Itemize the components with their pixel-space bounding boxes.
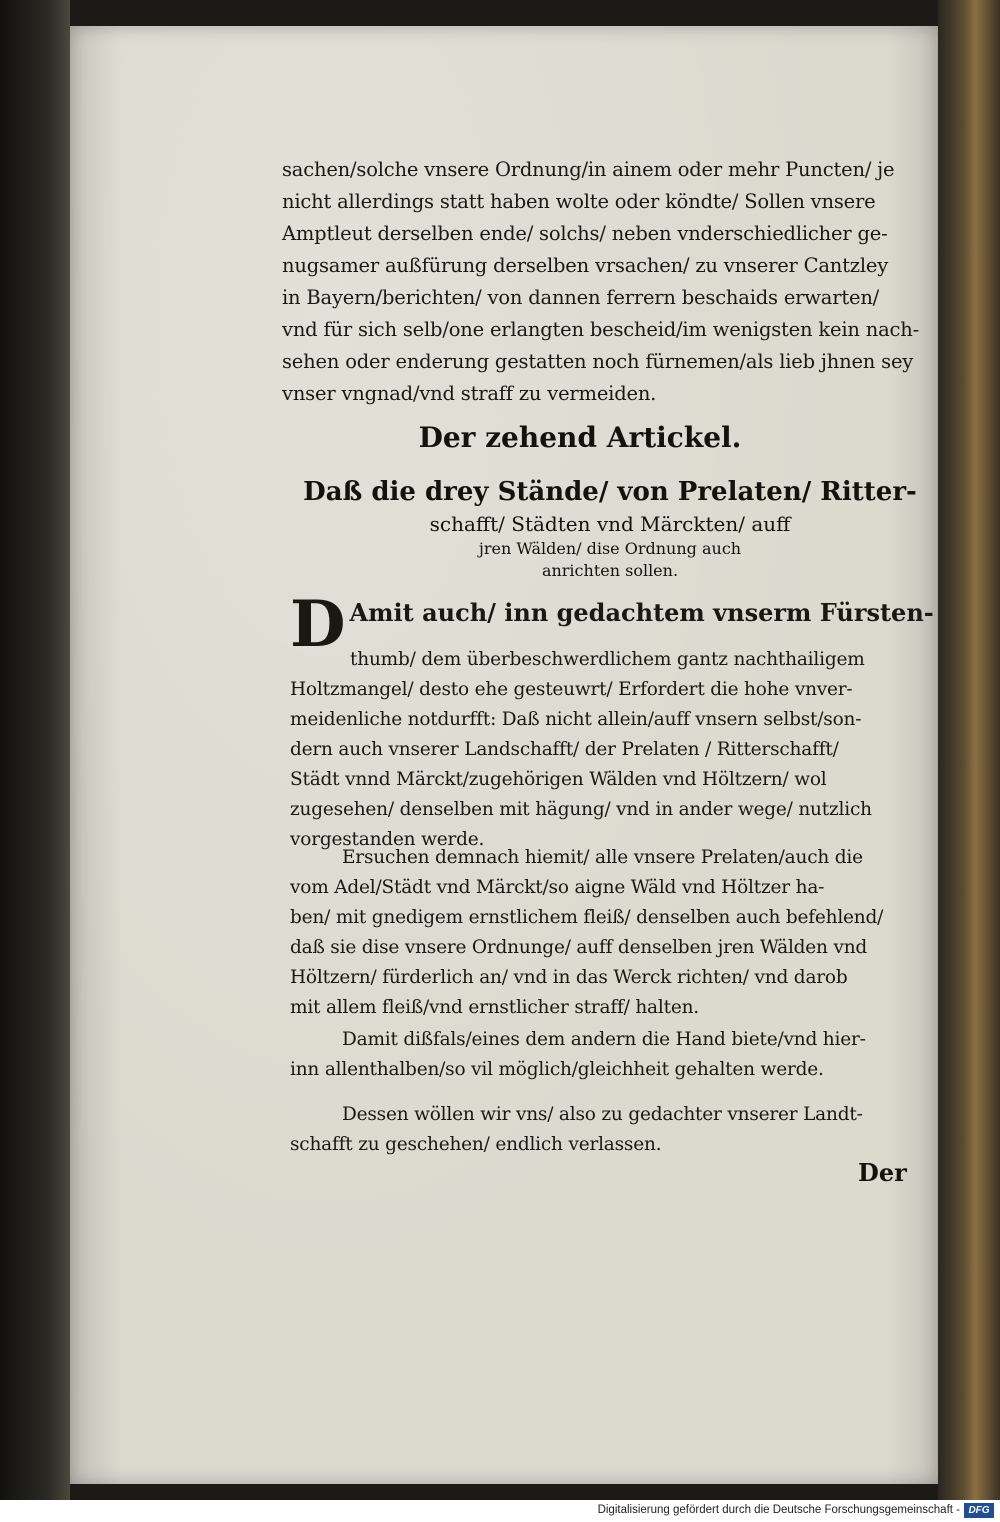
book-left-edge bbox=[0, 0, 70, 1500]
text-line: daß sie dise vnsere Ordnunge/ auff denselben jren Wälden vnd bbox=[290, 937, 868, 958]
text-line: inn allenthalben/so vil möglich/gleichheit gehalten werde. bbox=[290, 1059, 824, 1080]
text-line: mit allem fleiß/vnd ernstlicher straff/ halten. bbox=[290, 997, 699, 1018]
text-line: Damit dißfals/eines dem andern die Hand biete/vnd hier- bbox=[342, 1029, 866, 1050]
text-line: Höltzern/ fürderlich an/ vnd in das Werck richten/ vnd darob bbox=[290, 967, 848, 988]
text-line: zugesehen/ denselben mit hägung/ vnd in ander wege/ nutzlich bbox=[290, 799, 872, 820]
article-heading bbox=[280, 418, 880, 458]
text-line: vnd für sich selb/one erlangten bescheid/im wenigsten kein nach- bbox=[282, 318, 919, 341]
paragraph-damit bbox=[290, 587, 934, 855]
text-line: sehen oder enderung gestatten noch fürnemen/als lieb jhnen sey bbox=[282, 350, 914, 373]
text-line: Amptleut derselben ende/ solchs/ neben vnderschiedlicher ge- bbox=[282, 222, 888, 245]
subheading-line: schafft/ Städten vnd Märckten/ auff bbox=[429, 512, 791, 536]
catchword: Der bbox=[858, 1158, 907, 1187]
text-line: Dessen wöllen wir vns/ also zu gedachter vnserer Landt- bbox=[342, 1104, 863, 1125]
article-subheading bbox=[300, 474, 920, 582]
text-line: Holtzmangel/ desto ehe gesteuwrt/ Erfordert die hohe vnver- bbox=[290, 679, 853, 700]
subheading-line: jren Wälden/ dise Ordnung auch bbox=[478, 539, 742, 558]
first-line-text: Amit auch/ inn gedachtem vnserm Fürsten- bbox=[349, 598, 934, 627]
paragraph-ersuchen bbox=[290, 843, 930, 1023]
text-line: vnser vngnad/vnd straff zu vermeiden. bbox=[282, 382, 657, 405]
text-line: Ersuchen demnach hiemit/ alle vnsere Prelaten/auch die bbox=[342, 847, 863, 868]
text-line: in Bayern/berichten/ von dannen ferrern beschaids erwarten/ bbox=[282, 286, 880, 309]
subheading-line: anrichten sollen. bbox=[541, 561, 679, 580]
paragraph-dessen bbox=[290, 1100, 930, 1160]
paragraph-damit-dissfals bbox=[290, 1025, 930, 1085]
text-line: thumb/ dem überbeschwerdlichem gantz nachthailigem bbox=[350, 649, 865, 670]
text-line: ben/ mit gnedigem ernstlichem fleiß/ denselben auch befehlend/ bbox=[290, 907, 884, 928]
text-line: schafft zu geschehen/ endlich verlassen. bbox=[290, 1134, 662, 1155]
article-heading-title: Der zehend Artickel. bbox=[418, 421, 742, 454]
subheading-line: Daß die drey Stände/ von Prelaten/ Ritter- bbox=[303, 477, 917, 507]
text-line: Städt vnnd Märckt/zugehörigen Wälden vnd Höltzern/ wol bbox=[290, 769, 827, 790]
footer-credit-text: Digitalisierung gefördert durch die Deutsche Forschungsgemeinschaft - bbox=[597, 1504, 960, 1516]
dfg-logo: DFG bbox=[964, 1503, 994, 1518]
text-line: dern auch vnserer Landschafft/ der Prelaten / Ritterschafft/ bbox=[290, 739, 839, 760]
text-line: vorgestanden werde. bbox=[290, 829, 485, 850]
text-line: sachen/solche vnsere Ordnung/in ainem oder mehr Puncten/ je bbox=[282, 158, 895, 181]
drop-cap: D bbox=[290, 587, 346, 662]
footer-bar bbox=[0, 1500, 1000, 1522]
intro-paragraph bbox=[282, 154, 982, 410]
text-line: nugsamer außfürung derselben vrsachen/ zu vnserer Cantzley bbox=[282, 254, 889, 277]
text-line: meidenliche notdurfft: Daß nicht allein/auff vnsern selbst/son- bbox=[290, 709, 862, 730]
text-line: nicht allerdings statt haben wolte oder köndte/ Sollen vnsere bbox=[282, 190, 876, 213]
text-line: vom Adel/Städt vnd Märckt/so aigne Wäld vnd Höltzer ha- bbox=[290, 877, 825, 898]
